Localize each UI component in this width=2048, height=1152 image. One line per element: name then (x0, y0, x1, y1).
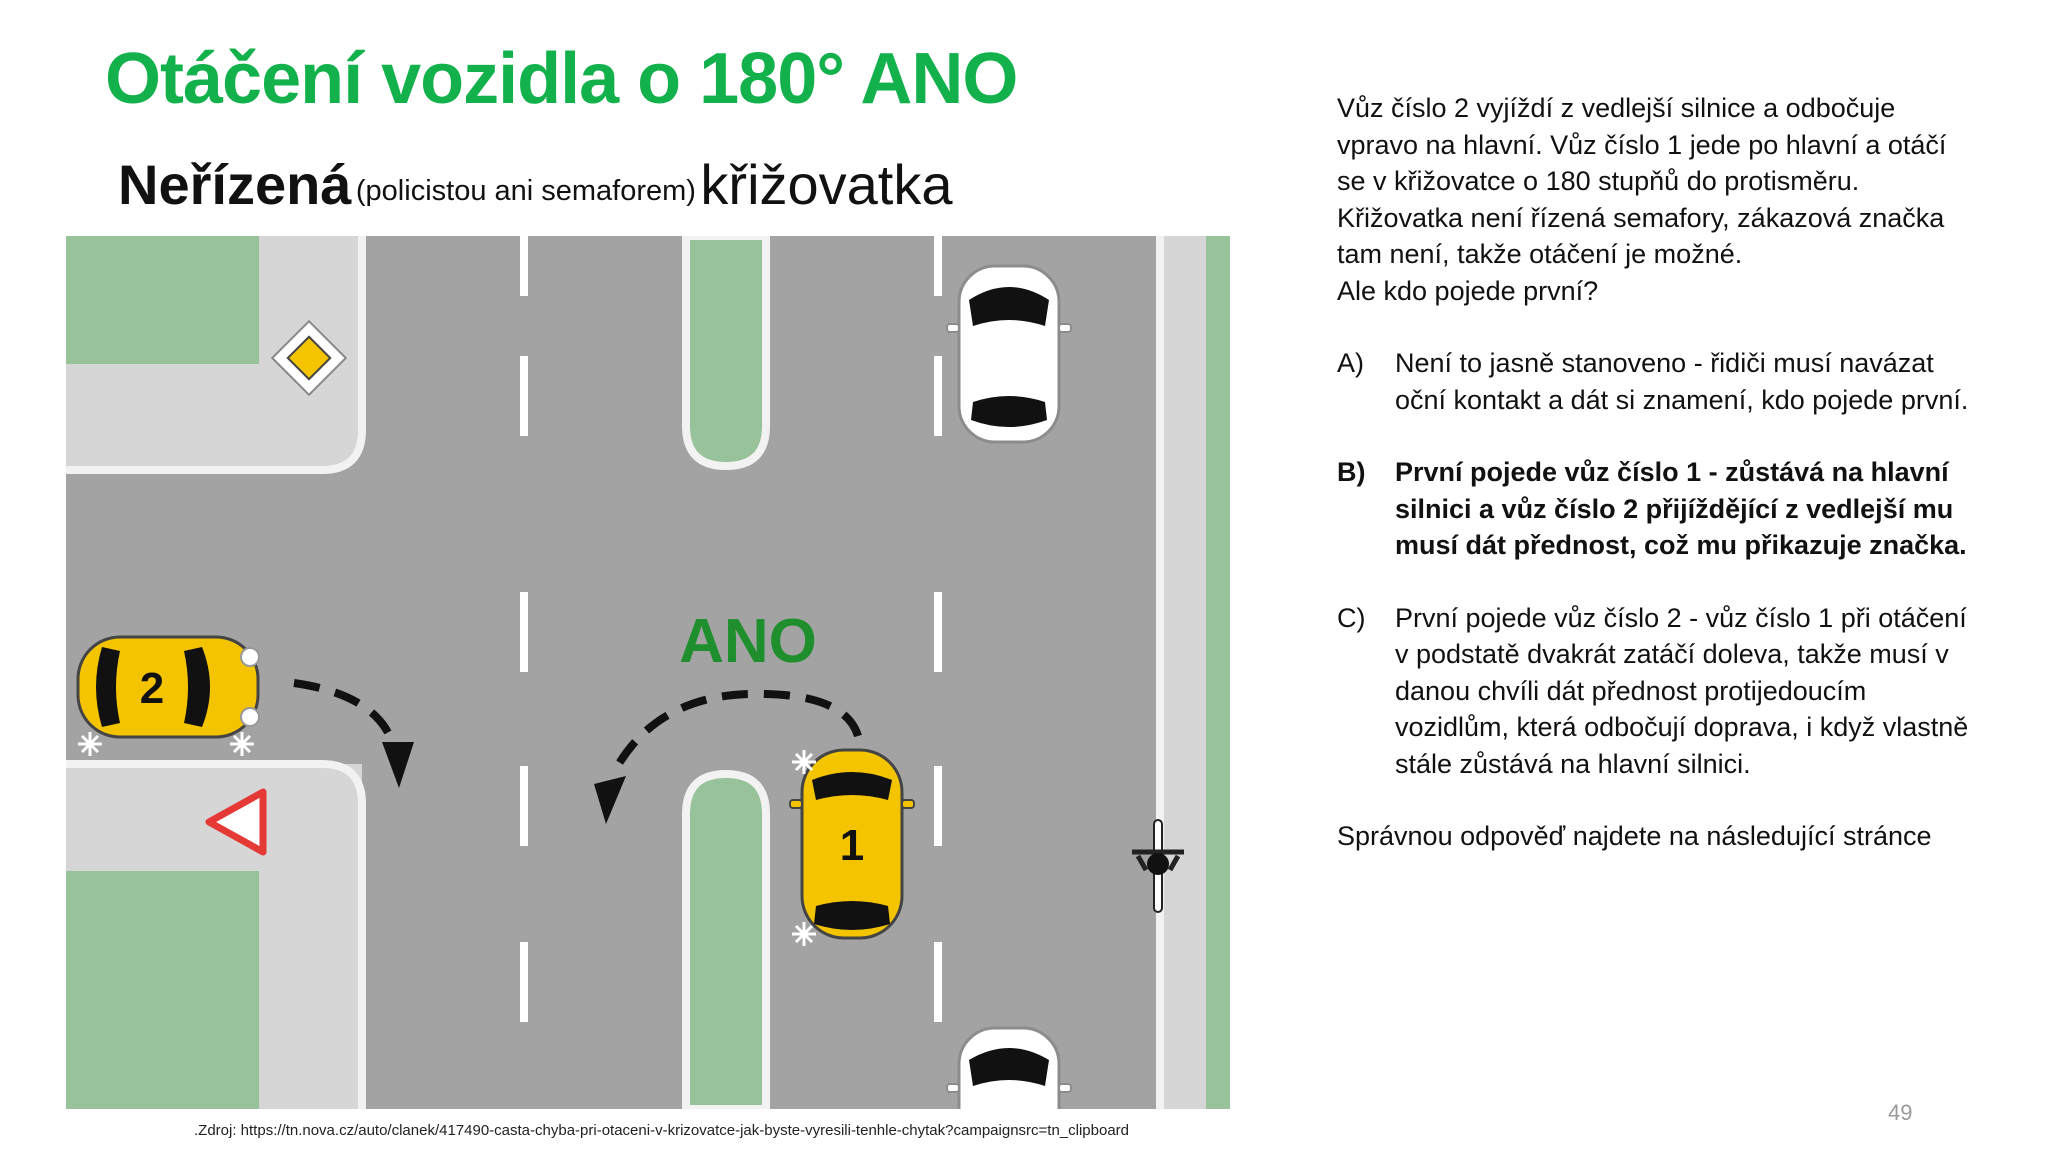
option-b (1337, 454, 1977, 564)
subtitle-bold: Neřízená (118, 153, 352, 216)
option-a-text: Není to jasně stanoveno - řidiči musí navázat oční kontakt a dát si znamení, kdo pojede první. (1395, 348, 1969, 415)
option-a-letter: A) (1337, 348, 1364, 378)
question-panel (1337, 90, 1977, 855)
subtitle-normal: křižovatka (700, 153, 953, 216)
car-1 (790, 750, 914, 946)
median-top (686, 236, 766, 466)
question-intro (1337, 90, 1977, 309)
option-b-text: První pojede vůz číslo 1 - zůstává na hlavní silnici a vůz číslo 2 přijíždějící z vedlejší mu musí dát přednost, což mu přikazuje značka. (1395, 457, 1967, 560)
answer-hint: Správnou odpověď najdete na následující stránce (1337, 821, 1932, 851)
question-text: Ale kdo pojede první? (1337, 275, 1599, 306)
option-a (1337, 345, 1977, 418)
option-c-letter: C) (1337, 602, 1366, 633)
intro-text: Vůz číslo 2 vyjíždí z vedlejší silnice a odbočuje vpravo na hlavní. Vůz číslo 1 jede po hlavní a otáčí se v křižovatce o 180 stupňů do protisměru. Křižovatka není řízená semafory, zákazová značka tam není, takže otáčení je možné. (1337, 93, 1947, 269)
car-1-number: 1 (839, 821, 865, 870)
option-c-text: První pojede vůz číslo 2 - vůz číslo 1 při otáčení v podstatě dvakrát zatáčí doleva, takže musí v danou chvíli dát přednost protijedoucím vozidlům, která odbočují doprava, i když vlastně stále zůstává na hlavní silnici. (1395, 602, 1969, 779)
white-car-top (947, 266, 1071, 442)
car-2-number: 2 (139, 664, 165, 713)
option-c (1337, 600, 1977, 783)
option-b-letter: B) (1337, 457, 1366, 487)
median-bottom (686, 774, 766, 1109)
diagram-ano-label: ANO (679, 607, 817, 676)
slide-title: Otáčení vozidla o 180° ANO (105, 39, 1018, 119)
subtitle-small: (policistou ani semaforem) (355, 175, 696, 207)
page-number: 49 (1888, 1100, 1913, 1125)
source-citation: .Zdroj: https://tn.nova.cz/auto/clanek/417490-casta-chyba-pri-otaceni-v-krizovatce-jak-byste-vyresili-tenhle-chytak?campaignsrc=tn_clipboard (194, 1122, 1130, 1139)
slide-subtitle (118, 152, 953, 217)
intersection-diagram (66, 236, 1230, 1109)
